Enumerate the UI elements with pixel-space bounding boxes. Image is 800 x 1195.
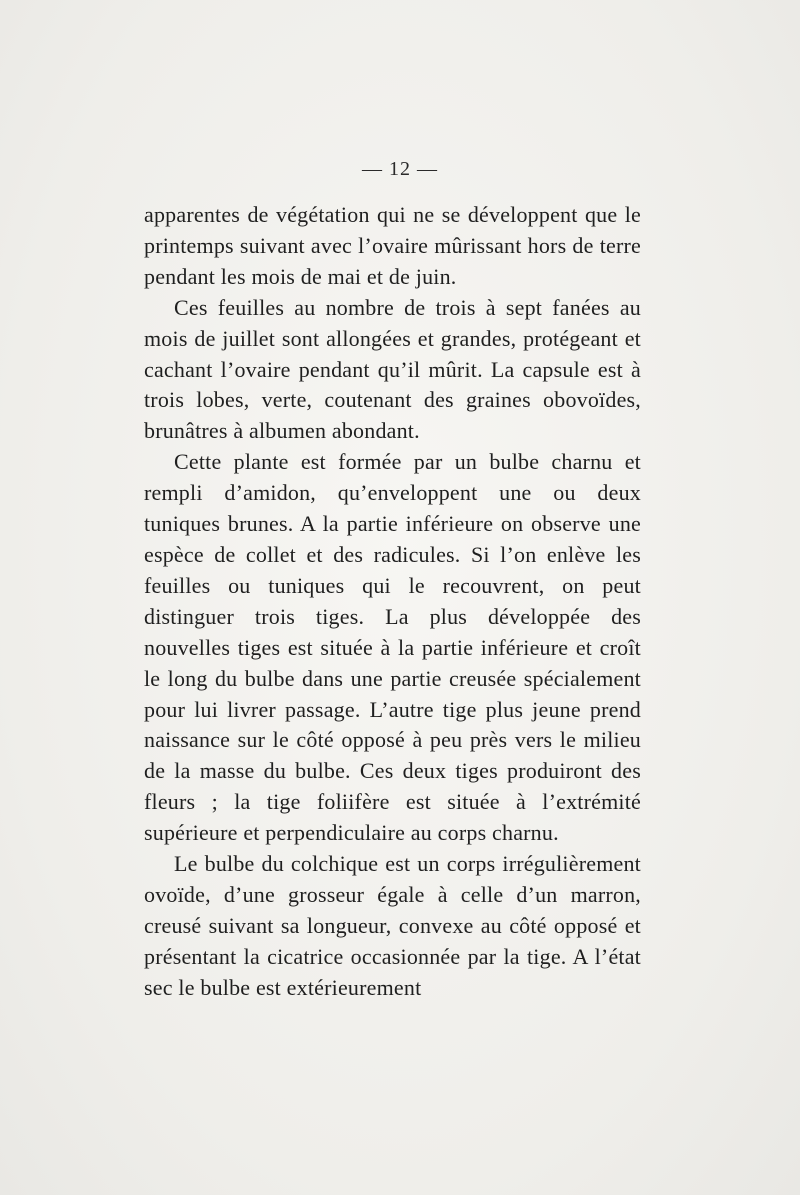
- paragraph-bulb-description: Le bulbe du colchique est un corps irrégulièrement ovoïde, d’une grosseur égale à celle d’un marron, creusé suivant sa longueur, convexe au côté opposé et présentant la cicatrice occasionnée par la tige. A l’état sec le bulbe est extérieurement: [144, 851, 641, 1000]
- body-text: [144, 200, 641, 1004]
- paragraph-leaves: Ces feuilles au nombre de trois à sept fanées au mois de juillet sont allongées et grandes, protégeant et cachant l’ovaire pendant qu’il mûrit. La capsule est à trois lobes, verte, coutenant des graines obovoïdes, brunâtres à albumen abondant.: [144, 294, 641, 444]
- paragraph-continuation: apparentes de végétation qui ne se développent que le printemps suivant avec l’ovaire mûrissant hors de terre pendant les mois de mai et de juin.: [144, 202, 641, 289]
- page-number: — 12 —: [362, 158, 438, 180]
- paragraph-bulb-structure: Cette plante est formée par un bulbe charnu et rempli d’amidon, qu’enveloppent une ou deux tuniques brunes. A la partie inférieure on observe une espèce de collet et des radicules. Si l’on enlève les feuilles ou tuniques qui le recouvrent, on peut distinguer trois tiges. La plus développée des nouvelles tiges est située à la partie inférieure et croît le long du bulbe dans une partie creusée spécialement pour lui livrer passage. L’autre tige plus jeune prend naissance sur le côté opposé à peu près vers le milieu de la masse du bulbe. Ces deux tiges produiront des fleurs ; la tige foliifère est située à l’extrémité supérieure et perpendiculaire au corps charnu.: [144, 449, 641, 846]
